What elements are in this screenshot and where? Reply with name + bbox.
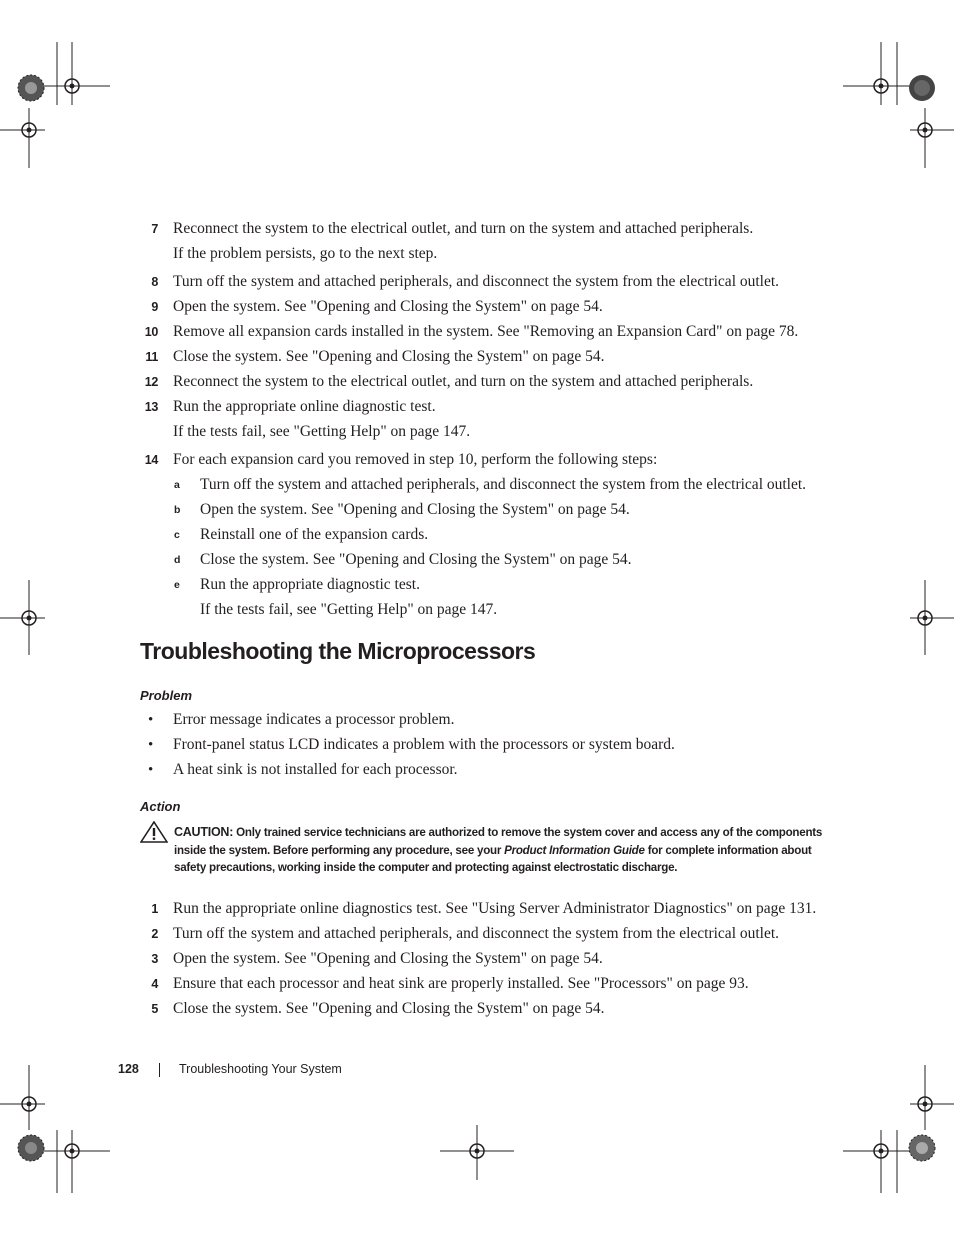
caution-label: CAUTION: — [174, 825, 234, 839]
step-number: 14 — [144, 453, 158, 467]
caution-guide-reference: Product Information Guide — [504, 843, 645, 857]
step-number: 11 — [145, 350, 158, 364]
step-7-note — [0, 243, 954, 265]
substep-text: Turn off the system and attached peripherals, and disconnect the system from the electrical outlet. — [200, 476, 807, 493]
step-text: Close the system. See "Opening and Closing the System" on page 54. — [173, 1000, 605, 1017]
substep-letter: e — [174, 579, 180, 591]
step-text: Run the appropriate online diagnostic test. — [173, 398, 436, 415]
caution-text: Only trained service technicians are authorized to remove the system cover and access any of the components inside the system. Before performing any procedure, see your — [174, 826, 823, 857]
step-14 — [0, 449, 954, 471]
problem-item — [0, 734, 954, 756]
bullet-icon: • — [148, 712, 154, 728]
substep-d — [0, 549, 954, 571]
problem-heading: Problem — [140, 688, 193, 703]
substep-note: If the tests fail, see "Getting Help" on page 147. — [200, 601, 498, 618]
problem-item — [0, 709, 954, 731]
step-11 — [0, 346, 954, 368]
substep-text: Reinstall one of the expansion cards. — [200, 526, 429, 543]
footer-divider — [159, 1063, 160, 1077]
caution-notice — [174, 824, 824, 877]
step-text: Open the system. See "Opening and Closing the System" on page 54. — [173, 298, 603, 315]
substep-letter: c — [174, 529, 180, 541]
step-7 — [0, 218, 954, 240]
step-text: Close the system. See "Opening and Closing the System" on page 54. — [173, 348, 605, 365]
bullet-icon: • — [148, 737, 154, 753]
step-number: 8 — [151, 275, 158, 289]
step-number: 3 — [151, 952, 158, 966]
step-note: If the tests fail, see "Getting Help" on page 147. — [173, 423, 471, 440]
section-title: Troubleshooting the Microprocessors — [140, 638, 536, 664]
step-number: 9 — [151, 300, 158, 314]
step-10 — [0, 321, 954, 343]
step-note: If the problem persists, go to the next step. — [173, 245, 438, 262]
step-text: For each expansion card you removed in step 10, perform the following steps: — [173, 451, 658, 468]
footer-chapter-title: Troubleshooting Your System — [179, 1062, 342, 1076]
page-number: 128 — [118, 1062, 139, 1076]
substep-text: Run the appropriate diagnostic test. — [200, 576, 420, 593]
caution-text-continued: for complete information about safety precautions, working inside the computer and protecting against electrostatic discharge. — [174, 843, 812, 874]
action-step-2 — [0, 923, 954, 945]
step-number: 12 — [144, 375, 158, 389]
step-text: Remove all expansion cards installed in the system. See "Removing an Expansion Card" on page 78. — [173, 323, 799, 340]
bullet-icon: • — [148, 762, 154, 778]
action-heading: Action — [140, 799, 181, 814]
substep-c — [0, 524, 954, 546]
step-13-note — [0, 421, 954, 443]
action-step-1 — [0, 898, 954, 920]
step-text: Reconnect the system to the electrical outlet, and turn on the system and attached peripherals. — [173, 373, 754, 390]
step-number: 2 — [151, 927, 158, 941]
step-number: 5 — [151, 1002, 158, 1016]
step-number: 1 — [151, 902, 158, 916]
substep-text: Close the system. See "Opening and Closing the System" on page 54. — [200, 551, 632, 568]
step-8 — [0, 271, 954, 293]
step-9 — [0, 296, 954, 318]
step-number: 13 — [144, 400, 158, 414]
action-step-5 — [0, 998, 954, 1020]
substep-b — [0, 499, 954, 521]
substep-letter: b — [174, 504, 181, 516]
step-text: Turn off the system and attached peripherals, and disconnect the system from the electrical outlet. — [173, 273, 780, 290]
problem-item — [0, 759, 954, 781]
substep-a — [0, 474, 954, 496]
substep-e-note — [0, 599, 954, 621]
step-text: Run the appropriate online diagnostics test. See "Using Server Administrator Diagnostics" on page 131. — [173, 900, 817, 917]
substep-letter: a — [174, 479, 180, 491]
problem-text: A heat sink is not installed for each processor. — [173, 761, 458, 778]
action-step-4 — [0, 973, 954, 995]
step-12 — [0, 371, 954, 393]
step-number: 10 — [144, 325, 158, 339]
substep-text: Open the system. See "Opening and Closing the System" on page 54. — [200, 501, 630, 518]
problem-text: Front-panel status LCD indicates a problem with the processors or system board. — [173, 736, 675, 753]
substep-letter: d — [174, 554, 181, 566]
substep-e — [0, 574, 954, 596]
step-text: Open the system. See "Opening and Closing the System" on page 54. — [173, 950, 603, 967]
warning-triangle-icon — [140, 821, 168, 843]
step-text: Ensure that each processor and heat sink are properly installed. See "Processors" on page 93. — [173, 975, 749, 992]
problem-text: Error message indicates a processor problem. — [173, 711, 455, 728]
step-text: Reconnect the system to the electrical outlet, and turn on the system and attached peripherals. — [173, 220, 754, 237]
step-number: 7 — [151, 222, 158, 236]
step-13 — [0, 396, 954, 418]
action-step-3 — [0, 948, 954, 970]
step-text: Turn off the system and attached peripherals, and disconnect the system from the electrical outlet. — [173, 925, 780, 942]
step-number: 4 — [151, 977, 158, 991]
